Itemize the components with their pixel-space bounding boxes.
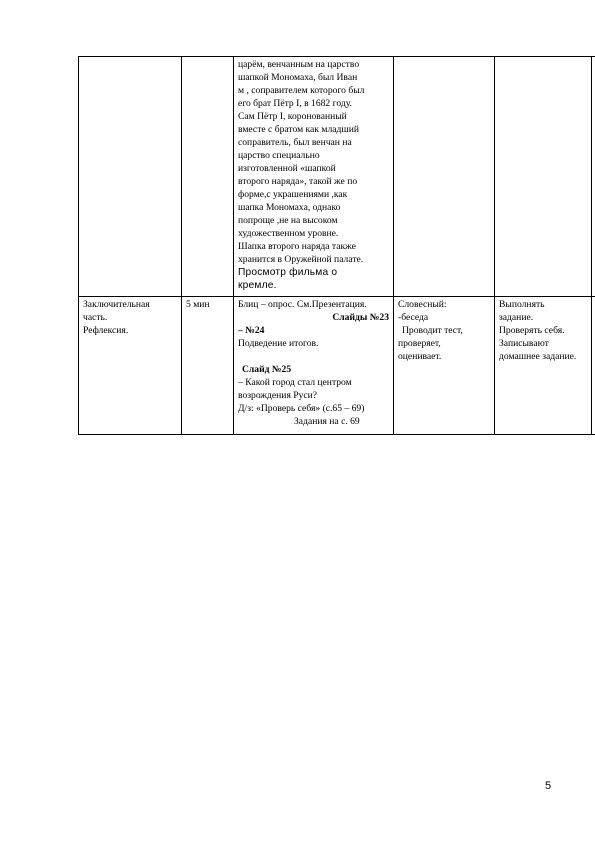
content-line: попроще ,не на высоком: [238, 215, 338, 226]
content-cell: [234, 297, 394, 435]
stage-cell: [79, 297, 182, 435]
content-line: художественном уровне.: [238, 228, 339, 239]
students-line: Записывают: [499, 338, 549, 349]
content-line: Сам Пётр I, коронованный: [238, 111, 347, 122]
table-row: [79, 57, 595, 297]
question-line: возрождения Руси?: [238, 390, 318, 401]
table-row: [79, 297, 595, 435]
question-line: – Какой город стал центром: [238, 377, 352, 388]
summary-text: Подведение итогов.: [238, 338, 319, 349]
methods-cell: [394, 57, 495, 297]
content-line: шапка Мономаха, однако: [238, 202, 341, 213]
content-line: изготовленной «шапкой: [238, 163, 336, 174]
content-line: царём, венчанным на царство: [238, 59, 360, 70]
stage-line: Заключительная: [83, 299, 150, 310]
students-line: задание.: [499, 312, 534, 323]
methods-line: Словесный:: [398, 299, 447, 310]
stage-line: Рефлексия.: [83, 325, 129, 336]
spacer: [238, 350, 389, 363]
content-line: вместе с братом как младший: [238, 124, 360, 135]
slides-ref-cont: – №24: [238, 325, 265, 336]
content-line: форме,с украшениями ,как: [238, 189, 348, 200]
stage-cell: [79, 57, 182, 297]
time-value: 5 мин: [186, 299, 210, 310]
film-line: Просмотр фильма о: [238, 267, 338, 278]
extra-cell: [592, 57, 595, 297]
film-line: кремле.: [238, 280, 277, 291]
lesson-plan-table: [78, 56, 595, 435]
time-cell: [182, 57, 234, 297]
content-line: хранится в Оружейной палате.: [238, 254, 364, 265]
content-line: второго наряда», такой же по: [238, 176, 358, 187]
content-cell: [234, 57, 394, 297]
slide-25-ref: Слайд №25: [242, 364, 292, 375]
time-cell: [182, 297, 234, 435]
slides-ref: Слайды №23: [332, 312, 389, 323]
content-line: его брат Пётр I, в 1682 году.: [238, 98, 352, 109]
methods-line: проверяет,: [398, 338, 441, 349]
students-line: Проверять себя.: [499, 325, 565, 336]
methods-line: -беседа: [398, 312, 429, 323]
blitz-text: Блиц – опрос. См.Презентация.: [238, 299, 367, 310]
content-line: царство специально: [238, 150, 320, 161]
tasks-text: Задания на с. 69: [294, 416, 360, 427]
students-line: домашнее задание.: [499, 351, 577, 362]
content-line: м , соправителем которого был: [238, 85, 365, 96]
homework-text: Д/з: «Проверь себя» (с.65 – 69): [238, 403, 365, 414]
stage-line: часть.: [83, 312, 108, 323]
methods-cell: [394, 297, 495, 435]
students-line: Выполнять: [499, 299, 545, 310]
content-line: Шапка второго наряда также: [238, 241, 356, 252]
students-cell: [495, 57, 592, 297]
students-cell: [495, 297, 592, 435]
methods-line: Проводит тест,: [402, 325, 463, 336]
methods-line: оценивает.: [398, 351, 442, 362]
extra-cell: [592, 297, 595, 435]
content-line: шапкой Мономаха, был Иван: [238, 72, 358, 83]
content-line: соправитель, был венчан на: [238, 137, 352, 148]
page-number: 5: [545, 780, 552, 792]
